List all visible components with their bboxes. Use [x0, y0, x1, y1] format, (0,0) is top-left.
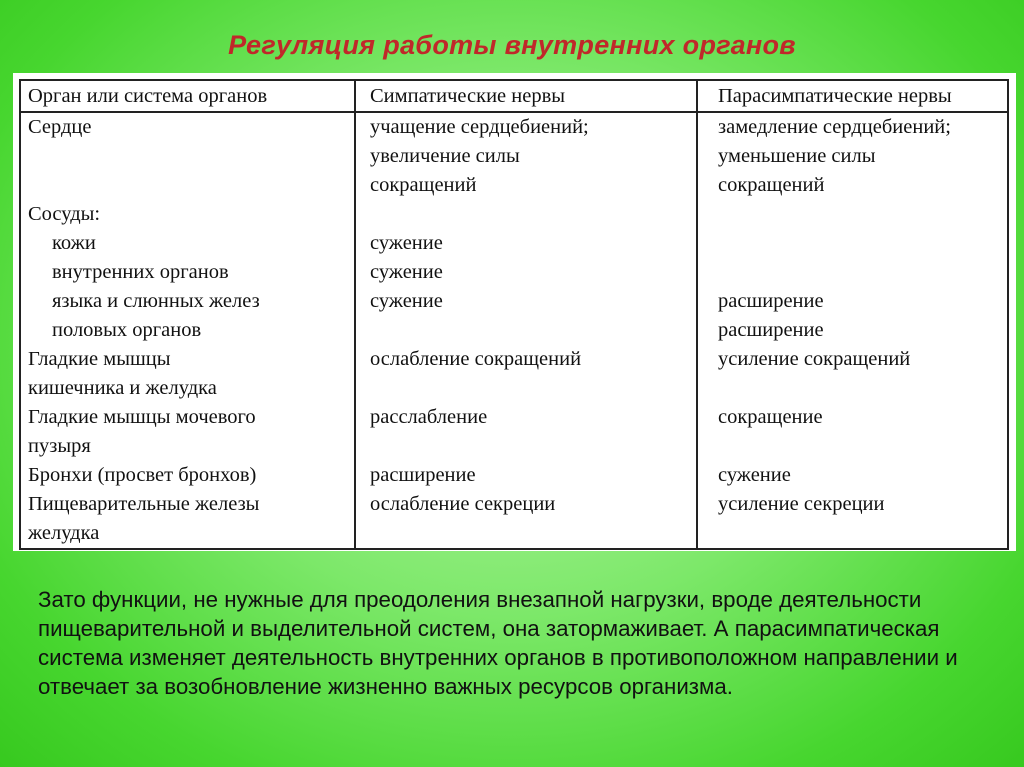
organ-line: Бронхи (просвет бронхов) [28, 464, 257, 486]
table-body-row [20, 112, 1008, 549]
sympathetic-line: ослабление секреции [370, 493, 556, 515]
organ-line: Сосуды: [28, 203, 101, 225]
parasympathetic-line: замедление сердцебиений; [718, 116, 951, 138]
organ-line: Пищеварительные железы [28, 493, 260, 515]
sympathetic-line [370, 432, 696, 461]
sympathetic-line: сужение [370, 261, 443, 283]
parasympathetic-line [718, 258, 1007, 287]
sympathetic-line: учащение сердцебиений; [370, 116, 589, 138]
sympathetic-line [370, 374, 696, 403]
regulation-table [19, 79, 1009, 550]
organ-line: половых органов [52, 319, 202, 341]
organ-line: кожи [52, 232, 96, 254]
sympathetic-line [370, 519, 696, 548]
header-parasympathetic: Парасимпатические нервы [697, 80, 1008, 112]
sympathetic-line: ослабление сокращений [370, 348, 582, 370]
sympathetic-line: сокращений [370, 174, 477, 196]
sympathetic-line: увеличение силы [370, 145, 520, 167]
organ-line: внутренних органов [52, 261, 229, 283]
page-title: Регуляция работы внутренних органов [228, 30, 796, 60]
header-organ: Орган или система органов [20, 80, 355, 112]
sympathetic-line: сужение [370, 290, 443, 312]
parasympathetic-line: усиление секреции [718, 493, 885, 515]
sympathetic-line: расслабление [370, 406, 488, 428]
parasympathetic-line: расширение [718, 319, 824, 341]
parasympathetic-line: уменьшение силы [718, 145, 876, 167]
explanation-paragraph: Зато функции, не нужные для преодоления внезапной нагрузки, вроде деятельности пищеварительной и выделительной систем, она затормаживает. А парасимпатическая система изменяет деятельность внутренних органов в противоположном направлении и отвечает за возобновление жизненно важных ресурсов организма. [38, 587, 958, 699]
organ-column [20, 112, 355, 549]
organ-line [28, 142, 354, 171]
sympathetic-line [370, 316, 696, 345]
parasympathetic-line: сужение [718, 464, 791, 486]
regulation-table-panel [13, 73, 1016, 551]
organ-line: пузыря [28, 435, 91, 457]
sympathetic-line: расширение [370, 464, 476, 486]
organ-line: языка и слюнных желез [52, 290, 260, 312]
parasympathetic-line [718, 519, 1007, 548]
organ-line: желудка [28, 522, 100, 544]
sympathetic-line [370, 200, 696, 229]
header-sympathetic: Симпатические нервы [355, 80, 697, 112]
parasympathetic-line: сокращение [718, 406, 823, 428]
organ-line: Гладкие мышцы мочевого [28, 406, 256, 428]
parasympathetic-line [718, 200, 1007, 229]
parasympathetic-line: сокращений [718, 174, 825, 196]
sympathetic-line: сужение [370, 232, 443, 254]
parasympathetic-line [718, 229, 1007, 258]
organ-line: кишечника и желудка [28, 377, 217, 399]
parasympathetic-line [718, 374, 1007, 403]
table-header-row [20, 80, 1008, 112]
organ-line [28, 171, 354, 200]
organ-line: Сердце [28, 116, 92, 138]
organ-line: Гладкие мышцы [28, 348, 171, 370]
sympathetic-column [355, 112, 697, 549]
parasympathetic-line [718, 432, 1007, 461]
parasympathetic-column [697, 112, 1008, 549]
parasympathetic-line: расширение [718, 290, 824, 312]
parasympathetic-line: усиление сокращений [718, 348, 911, 370]
